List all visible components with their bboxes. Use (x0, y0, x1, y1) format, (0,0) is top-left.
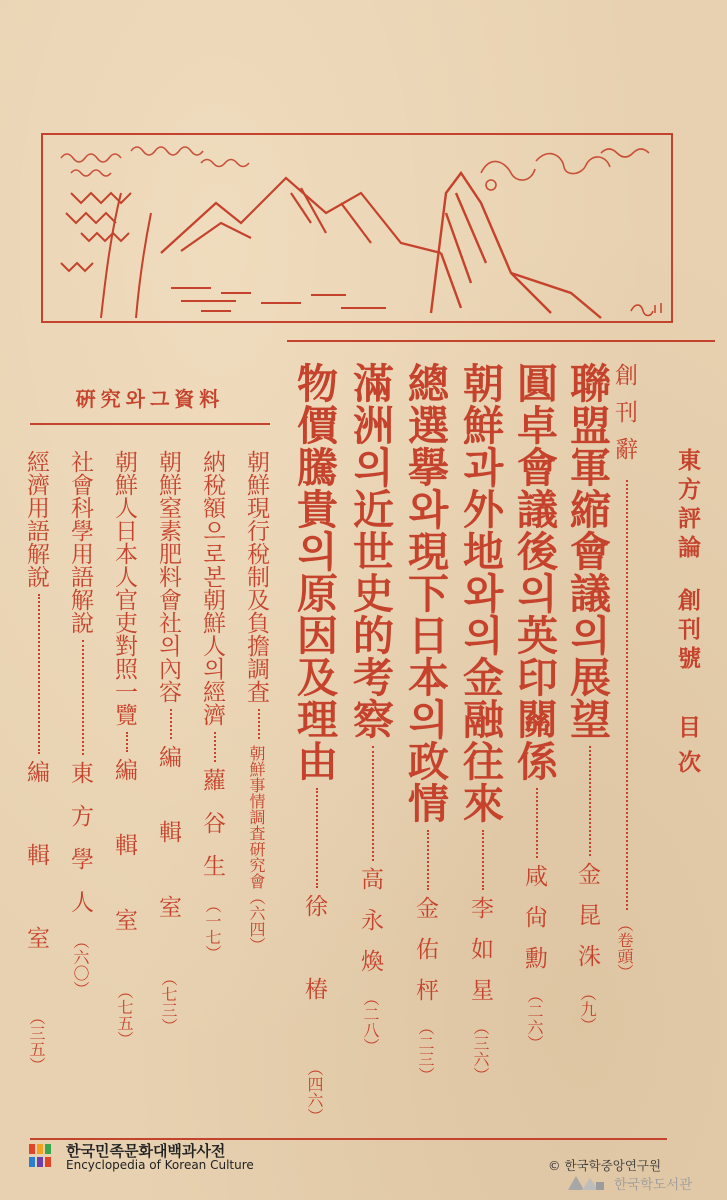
section-entry (112, 450, 135, 1110)
section-page: （七三） (159, 970, 178, 1034)
section-entry (24, 450, 47, 1110)
toc-page: （二三） (416, 1019, 435, 1083)
section-author: 編輯室 (111, 758, 137, 983)
section-header-rule (30, 423, 270, 425)
encyclopedia-name-en: Encyclopedia of Korean Culture (66, 1158, 254, 1172)
encyclopedia-logo-icon (28, 1142, 60, 1170)
section-divider (287, 340, 715, 342)
magazine-header (676, 448, 699, 785)
toc-author: 金佑枰 (412, 896, 438, 1019)
toc-page: （四六） (305, 1060, 324, 1124)
issue-label: 創刊號 (674, 588, 701, 675)
toc-entry (346, 362, 394, 1102)
section-title: 朝鮮現行稅制及負擔調査 (243, 450, 269, 703)
toc-author: 李如星 (467, 896, 493, 1019)
toc-title: 物價騰貴의原因及理由 (290, 362, 338, 782)
toc-entry (563, 362, 611, 1102)
library-logo-icon (566, 1174, 606, 1192)
section-entry (68, 450, 91, 1110)
encyclopedia-watermark (28, 1140, 258, 1174)
section-title: 納稅額으로본朝鮮人의經濟 (199, 450, 225, 726)
toc-author: 金昆洙 (574, 862, 600, 985)
toc-title: 朝鮮과外地와의金融往來 (456, 362, 504, 824)
section-title: 朝鮮人日本人官吏對照一覽 (111, 450, 137, 726)
section-page: （六四） (247, 889, 266, 953)
section-author: 朝鮮事情調査硏究會 (247, 745, 266, 889)
section-author: 蘿谷生 (199, 768, 225, 897)
toc-label: 目次 (674, 715, 701, 785)
toc-title: 聯盟軍縮會議의展望 (563, 362, 611, 740)
section-author: 編輯室 (155, 745, 181, 970)
toc-title: 滿洲의近世史的考察 (346, 362, 394, 740)
magazine-title: 東方評論 (674, 448, 701, 564)
library-name: 한국학도서관 (614, 1177, 693, 1193)
toc-entry (401, 362, 449, 1102)
library-watermark (566, 1172, 716, 1194)
toc-page: （二六） (525, 987, 544, 1051)
toc-title: 圓卓會議後의英印關係 (510, 362, 558, 782)
landscape-illustration (41, 133, 673, 323)
toc-page: （三六） (471, 1019, 490, 1083)
section-author: 東方學人 (67, 761, 93, 933)
section-page: （六〇） (71, 933, 90, 997)
section-entry (156, 450, 179, 1110)
toc-title: 總選擧와現下日本의政情 (401, 362, 449, 824)
copyright-notice: © 한국학중앙연구원 (548, 1158, 662, 1173)
toc-page: （二八） (361, 990, 380, 1054)
section-entry (244, 450, 267, 1110)
encyclopedia-name-ko: 한국민족문화대백과사전 (66, 1142, 226, 1160)
toc-entry (456, 362, 504, 1102)
toc-author: 徐椿 (301, 894, 327, 1060)
section-header: 硏究와그資料 (75, 387, 225, 411)
section-entry (200, 450, 223, 1110)
toc-title: 創刊辭 (611, 363, 637, 474)
section-page: （一七） (203, 897, 222, 961)
toc-entry (290, 362, 338, 1124)
toc-page: （九） (578, 985, 597, 1033)
toc-page: （卷頭） (615, 916, 634, 980)
section-title: 社會科學用語解說 (67, 450, 93, 634)
section-title: 經濟用語解說 (23, 450, 49, 588)
section-author: 編輯室 (23, 760, 49, 1009)
section-page: （七五） (115, 983, 134, 1047)
toc-author: 高永煥 (357, 867, 383, 990)
section-title: 朝鮮窒素肥料會社의內容 (155, 450, 181, 703)
section-page: （三五） (27, 1009, 46, 1073)
toc-author: 咸尙勳 (521, 864, 547, 987)
toc-entry (612, 363, 635, 1103)
toc-entry (510, 362, 558, 1102)
